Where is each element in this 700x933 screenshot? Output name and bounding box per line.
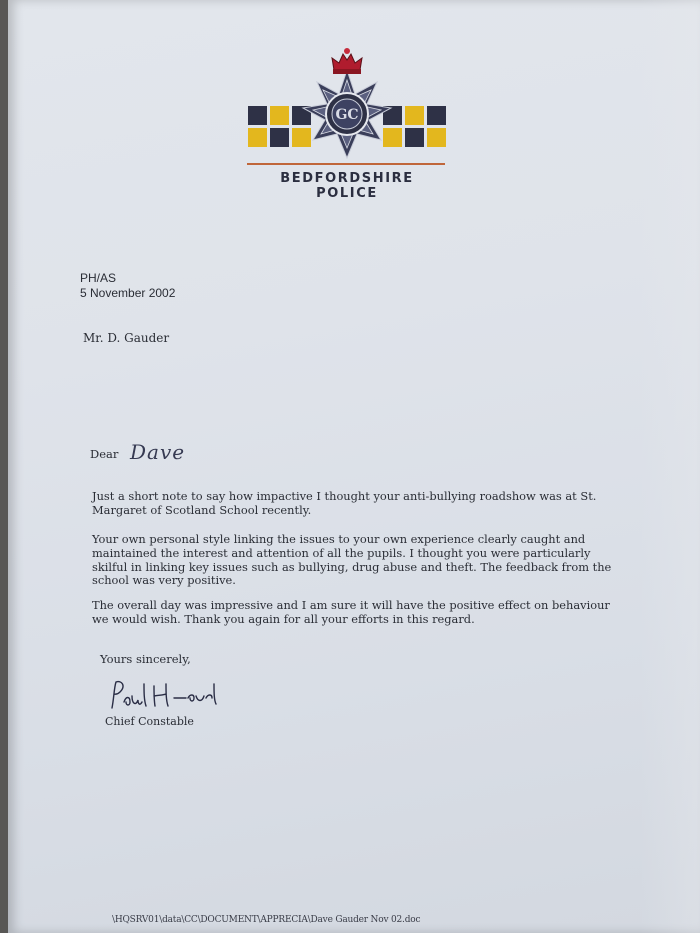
letterhead-logo: [247, 48, 447, 201]
recipient-name: Mr. D. Gauder: [83, 331, 170, 345]
reference-block: [80, 271, 175, 301]
body-paragraph-3: The overall day was impressive and I am sure it will have the positive effect on behaviour we would wish. Thank you again for all your efforts in this regard.: [92, 598, 610, 626]
handwritten-name: Dave: [130, 440, 186, 464]
police-star-crest-icon: [303, 70, 391, 158]
body-paragraph-1: Just a short note to say how impactive I thought your anti-bullying roadshow was at St. Margaret of Scotland School recently.: [92, 489, 597, 517]
svg-text:GC: GC: [335, 107, 359, 123]
letterhead-rule: [247, 163, 445, 165]
document-path: \HQSRV01\data\CC\DOCUMENT\APPRECIA\Dave Gauder Nov 02.doc: [112, 915, 421, 925]
closing: Yours sincerely,: [100, 652, 191, 666]
body-paragraph-2: Your own personal style linking the issues to your own experience clearly caught and maintained the interest and attention of all the pupils. I thought you were particularly skilful in linking key issues such as bullying, drug abuse and theft. The feedback from the school was very positive.: [92, 532, 612, 588]
reference-code: PH/AS: [80, 271, 117, 285]
letter-date: 5 November 2002: [80, 286, 176, 300]
organisation-name: BEDFORDSHIRE POLICE: [280, 171, 414, 201]
checkered-squares: [247, 48, 447, 160]
handwritten-signature: [108, 678, 228, 718]
salutation: Dear: [90, 447, 119, 461]
signatory-title: Chief Constable: [105, 715, 194, 728]
crown-icon: [332, 48, 362, 74]
